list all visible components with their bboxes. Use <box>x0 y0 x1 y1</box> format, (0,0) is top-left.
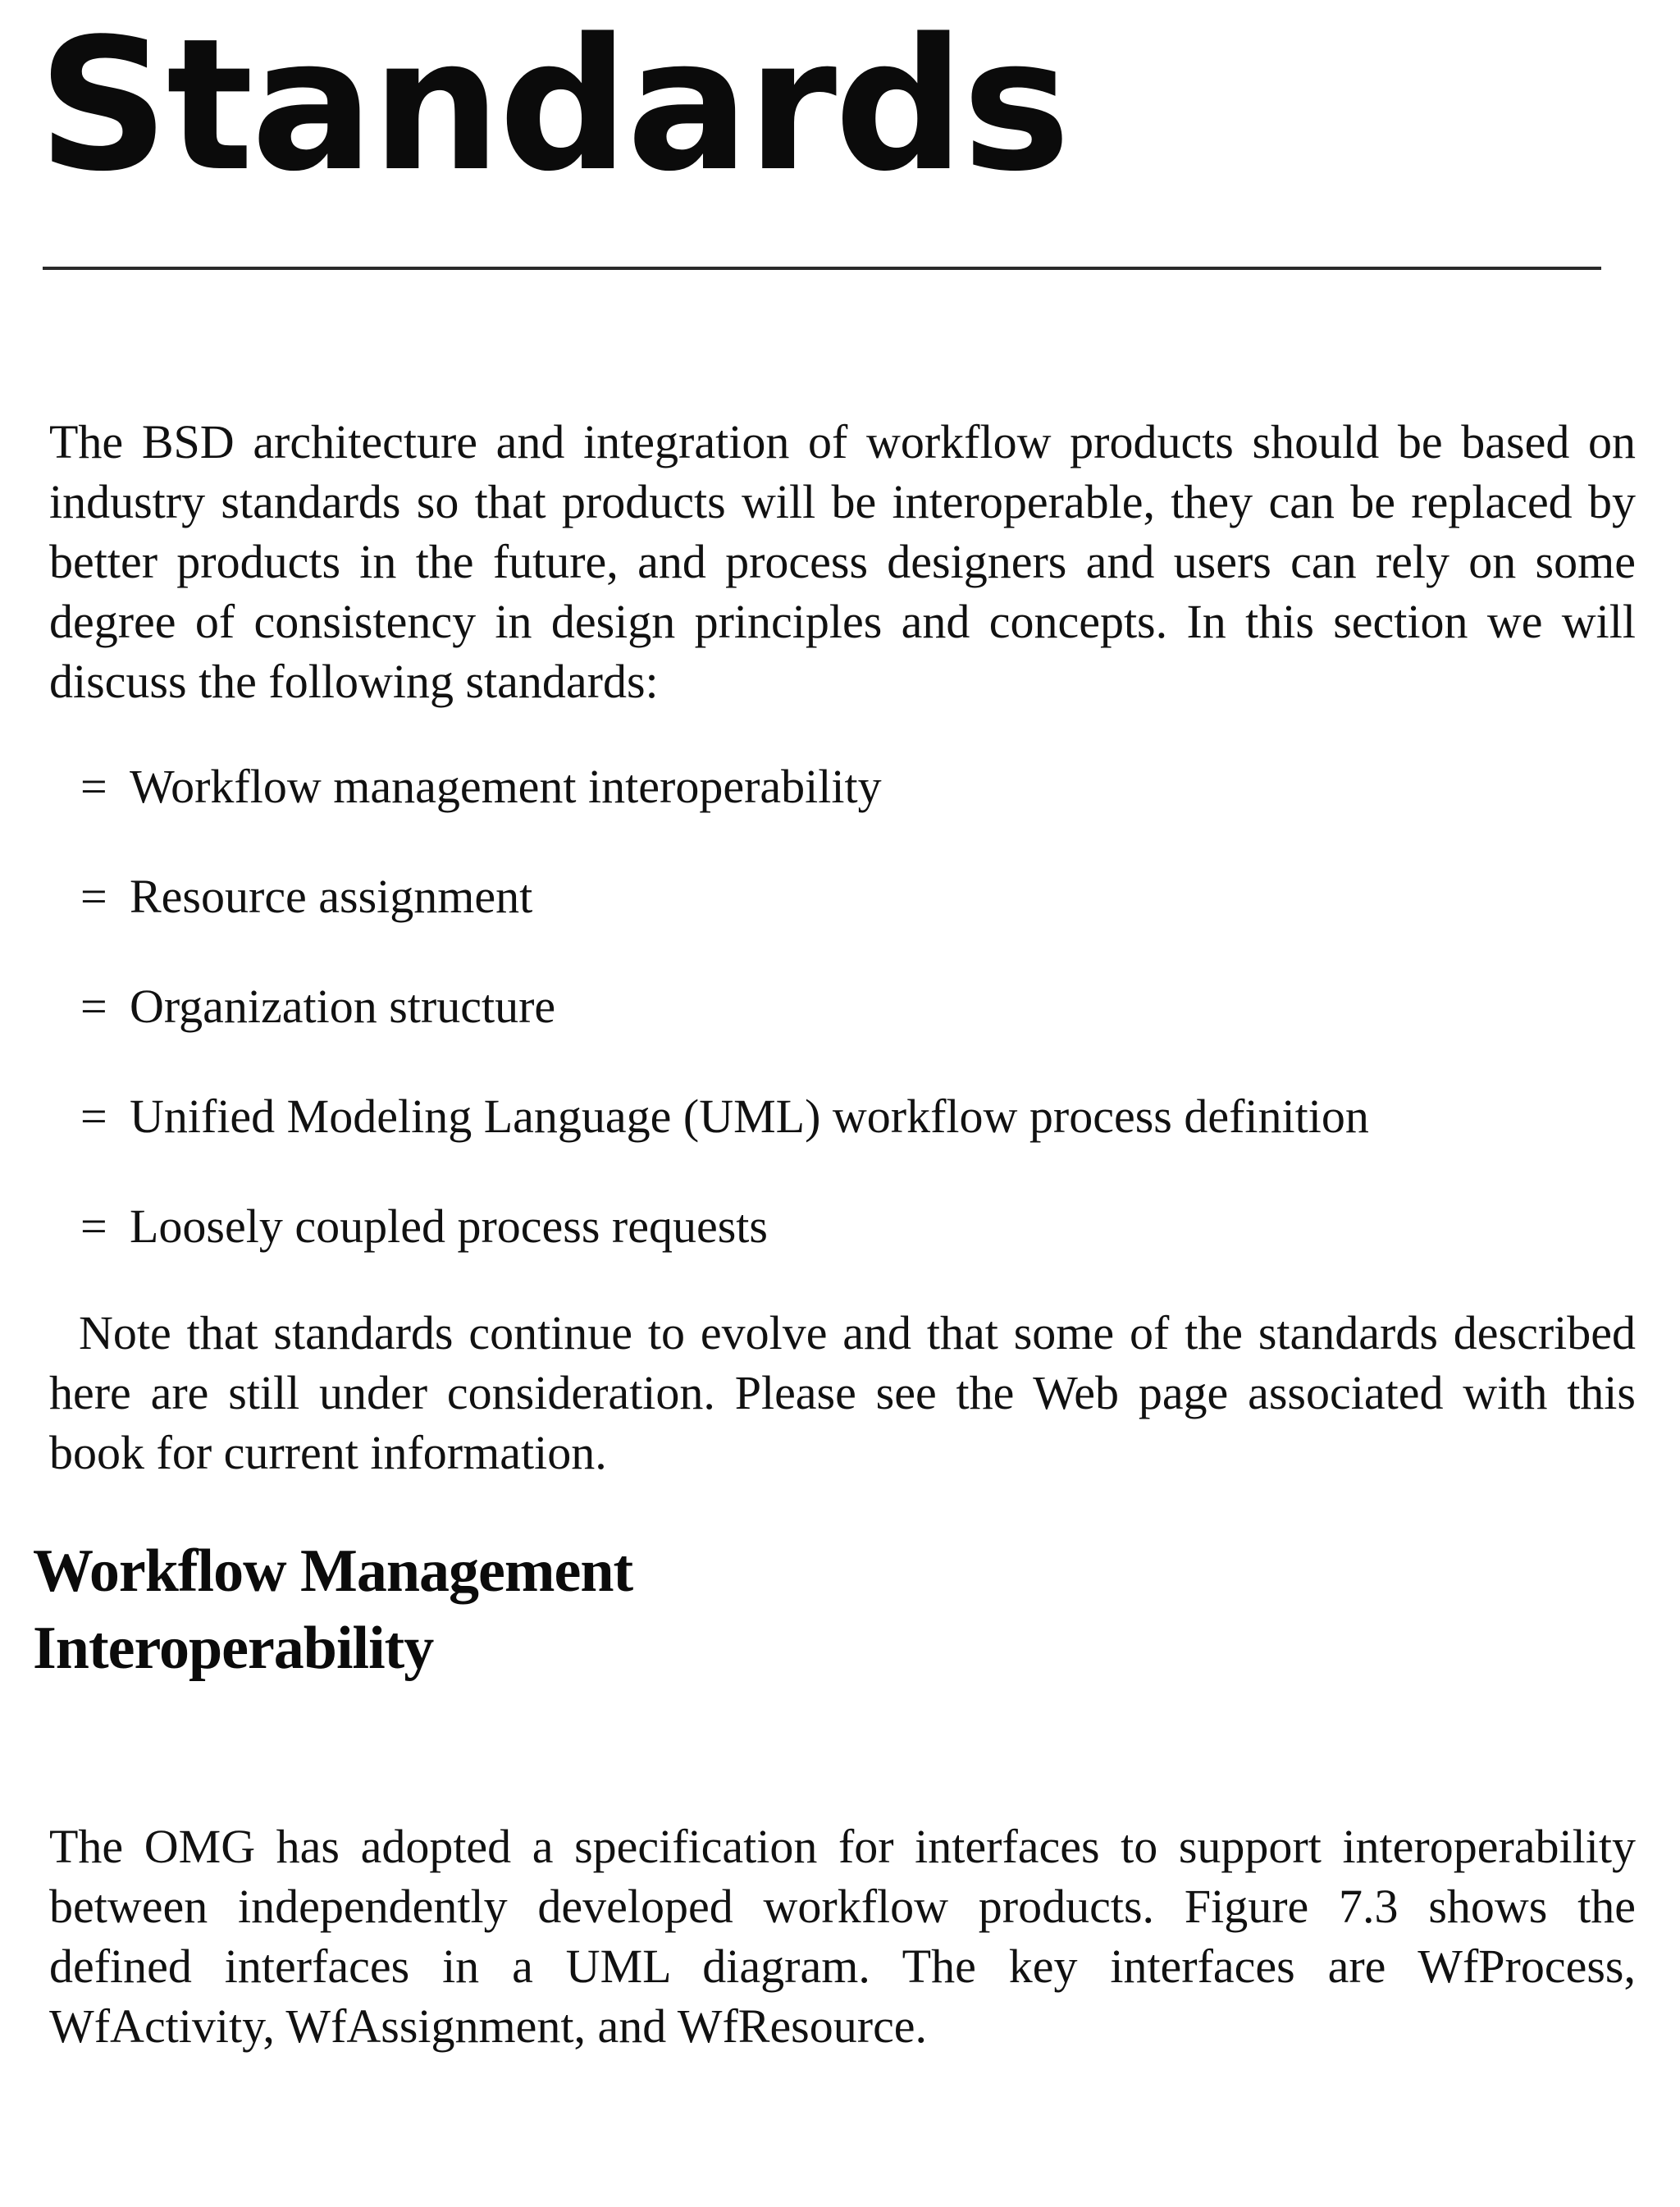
bullet-marker: = <box>80 760 107 813</box>
bullet-marker: = <box>80 980 107 1033</box>
note-paragraph: Note that standards continue to evolve and that some of the standards described here are still under consideration. Please see the Web page associated with this book for current information. <box>49 1306 1636 1479</box>
list-item-text: Unified Modeling Language (UML) workflow process definition <box>130 1090 1369 1143</box>
title-divider <box>43 267 1601 270</box>
list-item-text: Workflow management interoperability <box>130 760 882 813</box>
list-item <box>80 756 1557 866</box>
intro-paragraph: The BSD architecture and integration of workflow products should be based on industry standards so that products will be interoperable, they can be replaced by better products in the future, and process designers and users can rely on some degree of consistency in design principles and concepts. In this section we will discuss the following standards: <box>49 415 1636 708</box>
list-item <box>80 976 1557 1086</box>
section-heading-line-2: Interoperability <box>33 1615 434 1682</box>
bullet-marker: = <box>80 870 107 923</box>
omg-paragraph: The OMG has adopted a specification for interfaces to support interoperability between independently developed workflow products. Figure 7.3 shows the defined interfaces in a UML diagram. The key interfaces are WfProcess, WfActivity, WfAssignment, and WfResource. <box>49 1820 1636 2053</box>
list-item-text: Organization structure <box>130 980 556 1033</box>
list-item <box>80 1086 1557 1196</box>
standards-list <box>80 756 1557 1306</box>
list-item <box>80 1196 1557 1306</box>
bullet-marker: = <box>80 1199 107 1253</box>
list-item <box>80 866 1557 976</box>
section-heading <box>33 1533 1017 1687</box>
section-heading-line-1: Workflow Management <box>33 1538 633 1605</box>
list-item-text: Resource assignment <box>130 870 533 923</box>
page-title: Standards <box>38 0 1069 212</box>
list-item-text: Loosely coupled process requests <box>130 1199 768 1253</box>
bullet-marker: = <box>80 1090 107 1143</box>
